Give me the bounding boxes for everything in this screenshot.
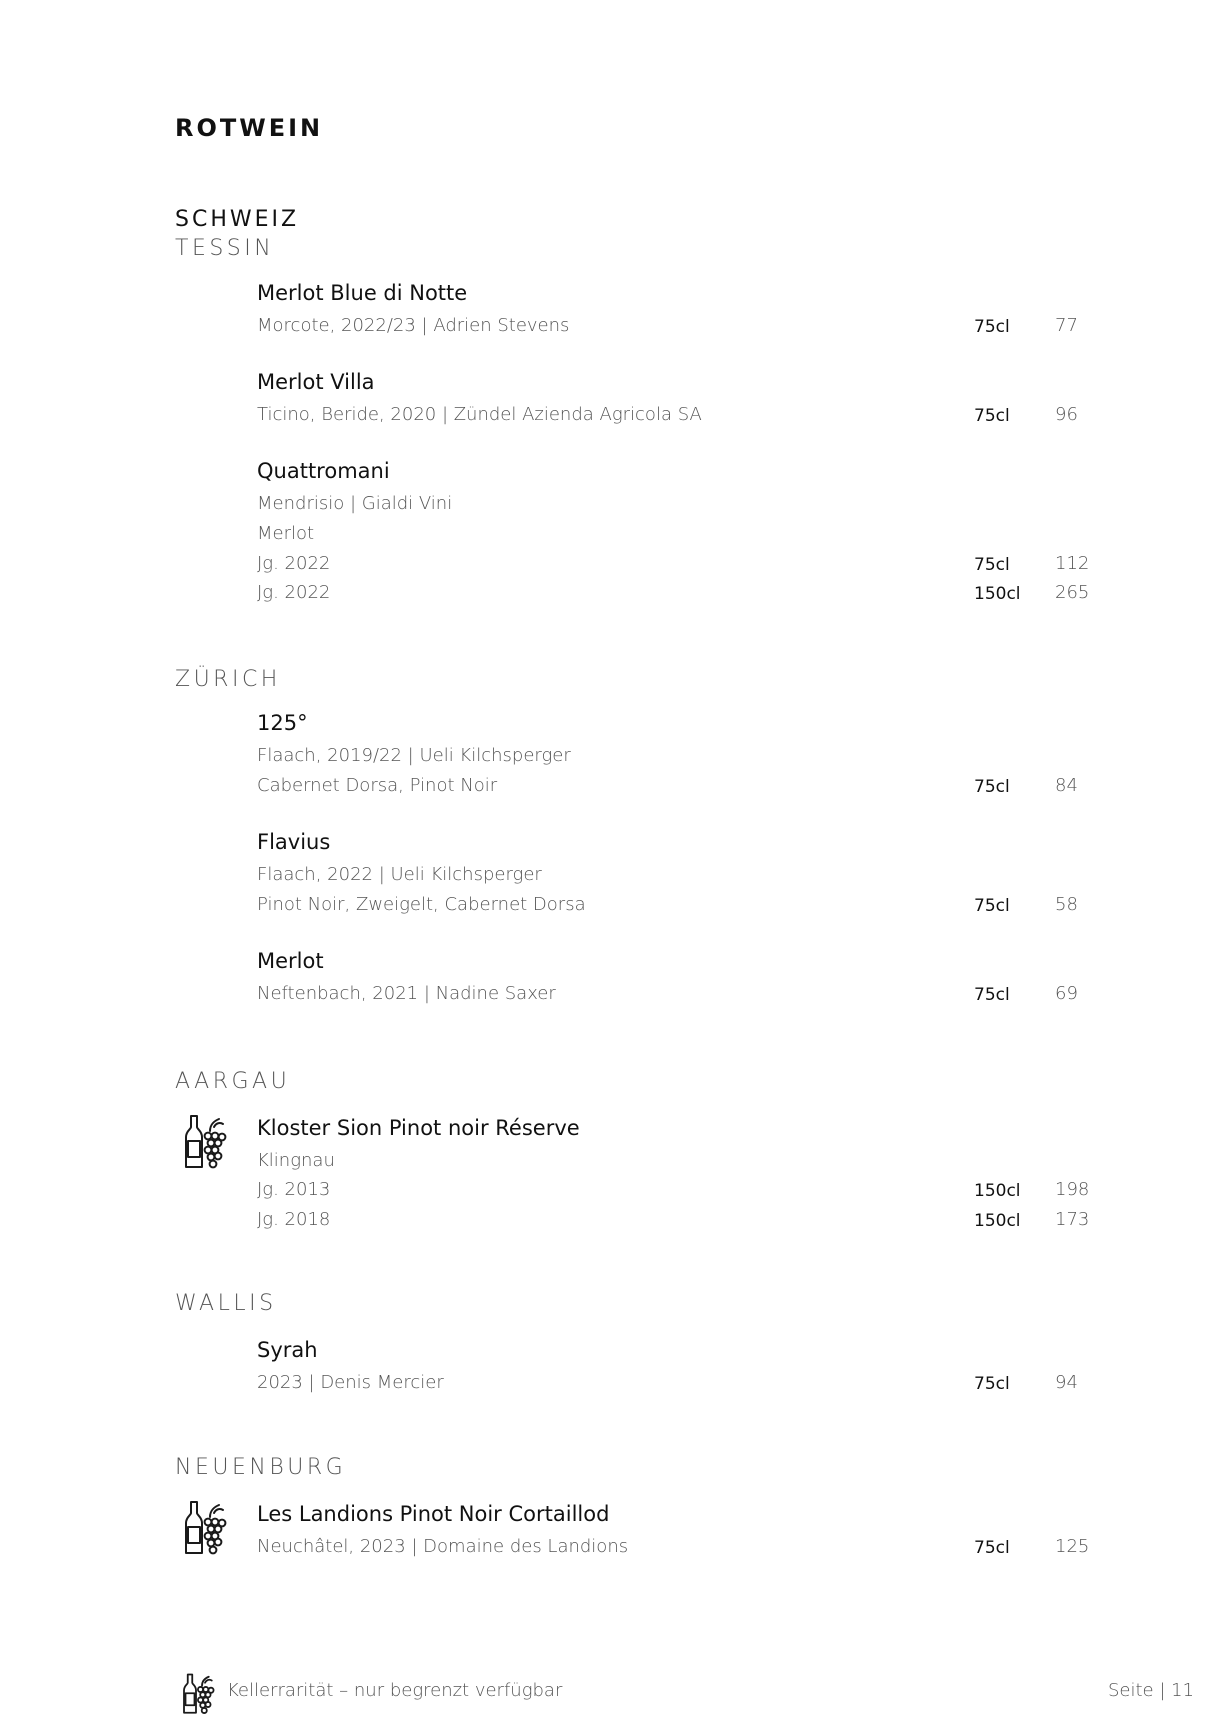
wine-name: 125° bbox=[257, 711, 308, 735]
bottle-size: 150cl bbox=[974, 1181, 1021, 1201]
price: 77 bbox=[1055, 315, 1078, 336]
wine-name: Merlot Villa bbox=[257, 370, 375, 394]
country-heading: SCHWEIZ bbox=[175, 207, 300, 232]
wine-origin: Flaach, 2022 | Ueli Kilchsperger bbox=[257, 864, 542, 885]
wine-name: Les Landions Pinot Noir Cortaillod bbox=[257, 1502, 610, 1526]
region-heading-wallis: WALLIS bbox=[175, 1291, 277, 1316]
wine-vintage: Jg. 2022 bbox=[257, 553, 331, 574]
region-heading-neuenburg: NEUENBURG bbox=[175, 1455, 347, 1480]
region-heading-tessin: TESSIN bbox=[175, 236, 275, 261]
wine-origin: Klingnau bbox=[257, 1150, 335, 1171]
price: 84 bbox=[1055, 775, 1078, 796]
bottle-size: 75cl bbox=[974, 1538, 1010, 1558]
wine-origin: 2023 | Denis Mercier bbox=[257, 1372, 444, 1393]
wine-bottle-grapes-icon bbox=[183, 1114, 229, 1170]
wine-bottle-grapes-icon bbox=[181, 1673, 217, 1715]
wine-name: Syrah bbox=[257, 1338, 318, 1362]
wine-name: Kloster Sion Pinot noir Réserve bbox=[257, 1116, 580, 1140]
wine-origin: Neuchâtel, 2023 | Domaine des Landions bbox=[257, 1536, 629, 1557]
bottle-size: 75cl bbox=[974, 555, 1010, 575]
wine-vintage: Jg. 2022 bbox=[257, 582, 331, 603]
bottle-size: 150cl bbox=[974, 1211, 1021, 1231]
wine-origin: Flaach, 2019/22 | Ueli Kilchsperger bbox=[257, 745, 571, 766]
price: 69 bbox=[1055, 983, 1078, 1004]
footer-legend: Kellerrarität – nur begrenzt verfügbar bbox=[227, 1680, 563, 1701]
bottle-size: 150cl bbox=[974, 584, 1021, 604]
region-heading-aargau: AARGAU bbox=[175, 1069, 291, 1094]
page-number: Seite | 11 bbox=[1108, 1680, 1195, 1701]
wine-name: Quattromani bbox=[257, 459, 390, 483]
price: 96 bbox=[1055, 404, 1078, 425]
bottle-size: 75cl bbox=[974, 777, 1010, 797]
price: 125 bbox=[1055, 1536, 1090, 1557]
wine-grape: Cabernet Dorsa, Pinot Noir bbox=[257, 775, 498, 796]
wine-bottle-grapes-icon bbox=[183, 1500, 229, 1556]
bottle-size: 75cl bbox=[974, 896, 1010, 916]
bottle-size: 75cl bbox=[974, 406, 1010, 426]
wine-vintage: Jg. 2018 bbox=[257, 1209, 331, 1230]
price: 112 bbox=[1055, 553, 1090, 574]
price: 58 bbox=[1055, 894, 1078, 915]
price: 94 bbox=[1055, 1372, 1078, 1393]
wine-origin: Mendrisio | Gialdi Vini bbox=[257, 493, 453, 514]
wine-grape: Pinot Noir, Zweigelt, Cabernet Dorsa bbox=[257, 894, 586, 915]
wine-origin: Neftenbach, 2021 | Nadine Saxer bbox=[257, 983, 556, 1004]
wine-name: Merlot Blue di Notte bbox=[257, 281, 468, 305]
bottle-size: 75cl bbox=[974, 317, 1010, 337]
page-title: ROTWEIN bbox=[175, 114, 324, 142]
price: 198 bbox=[1055, 1179, 1090, 1200]
bottle-size: 75cl bbox=[974, 1374, 1010, 1394]
wine-grape: Merlot bbox=[257, 523, 315, 544]
price: 265 bbox=[1055, 582, 1090, 603]
wine-name: Merlot bbox=[257, 949, 324, 973]
wine-name: Flavius bbox=[257, 830, 331, 854]
wine-origin: Morcote, 2022/23 | Adrien Stevens bbox=[257, 315, 570, 336]
wine-origin: Ticino, Beride, 2020 | Zündel Azienda Agricola SA bbox=[257, 404, 702, 425]
bottle-size: 75cl bbox=[974, 985, 1010, 1005]
region-heading-zuerich: ZÜRICH bbox=[175, 667, 281, 692]
price: 173 bbox=[1055, 1209, 1090, 1230]
wine-vintage: Jg. 2013 bbox=[257, 1179, 331, 1200]
